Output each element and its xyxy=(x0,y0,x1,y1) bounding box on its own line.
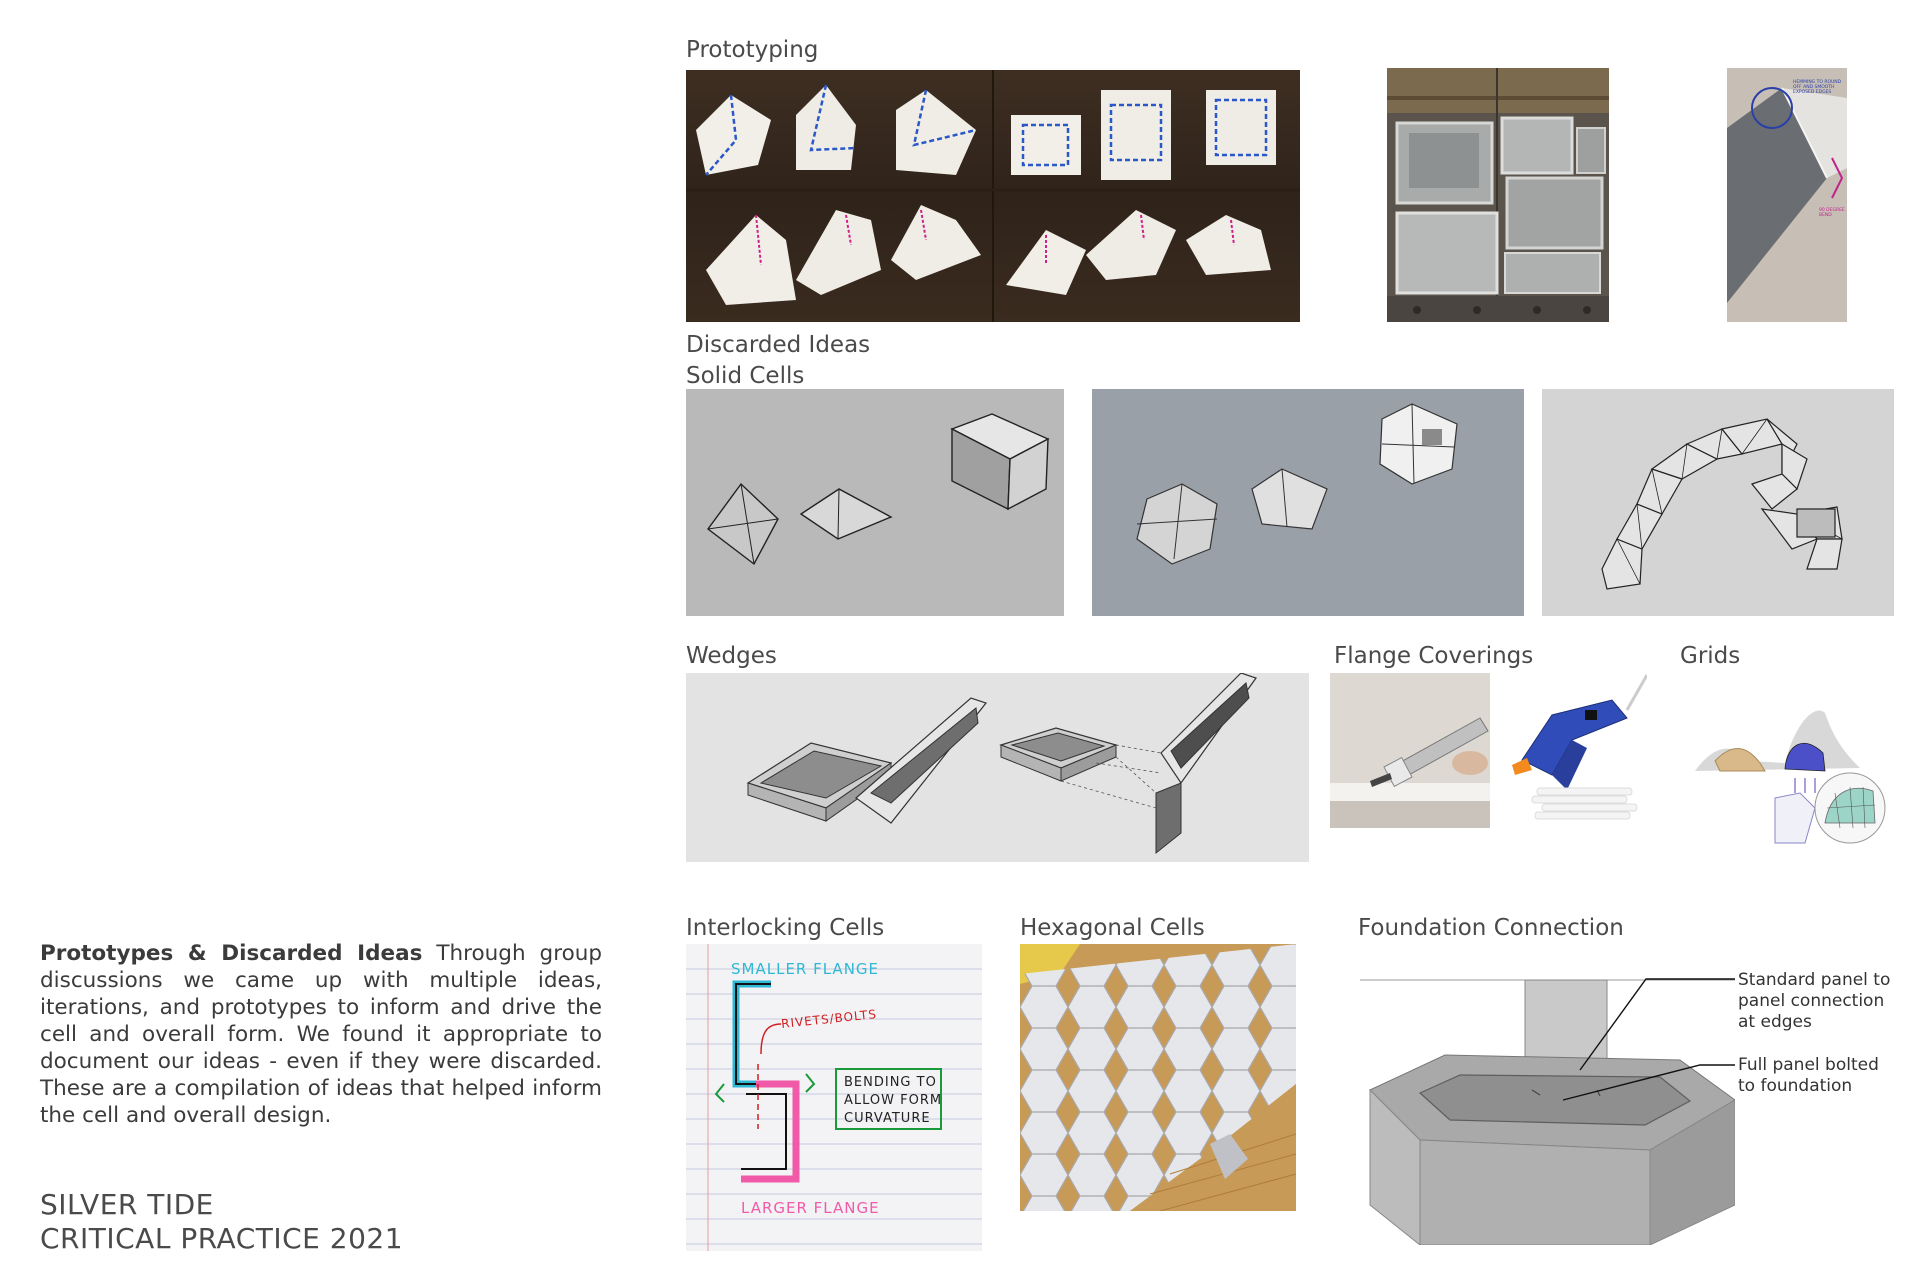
section-title-foundation-connection: Foundation Connection xyxy=(1358,915,1624,941)
solid-cells-render-1 xyxy=(686,389,1064,616)
bending-note-line3: CURVATURE xyxy=(844,1111,931,1126)
grids-diagram xyxy=(1675,683,1890,853)
solid-cells-render-3 xyxy=(1542,389,1894,616)
foundation-note-bolted xyxy=(1738,1055,1879,1097)
smaller-flange-label: SMALLER FLANGE xyxy=(731,960,880,978)
section-title-prototyping: Prototyping xyxy=(686,37,819,63)
foundation-note-edges-line2: panel connection xyxy=(1738,991,1885,1011)
section-title-solid-cells: Solid Cells xyxy=(686,363,805,389)
hexagonal-cells-photo xyxy=(1020,944,1296,1211)
bending-note-line2: ALLOW FORM xyxy=(844,1093,943,1108)
rivets-label: RIVETS/BOLTS xyxy=(780,1007,878,1031)
section-title-flange-coverings: Flange Coverings xyxy=(1334,643,1534,669)
hemmed-edge-photo xyxy=(1727,68,1847,322)
foundation-render xyxy=(1360,975,1735,1245)
metal-trays-photo xyxy=(1387,68,1609,322)
wedges-render xyxy=(686,673,1309,862)
section-title-interlocking-cells: Interlocking Cells xyxy=(686,915,885,941)
intro-body: Through group discussions we came up with multiple ideas, iterations, and prototypes to inform and drive the cell and overall form. We found it appropriate to document our ideas - even if they were discarded. These are a compilation of ideas that helped inform the cell and overall design. xyxy=(40,941,602,1128)
course-title: CRITICAL PRACTICE 2021 xyxy=(40,1222,404,1255)
foundation-note-bolted-line1: Full panel bolted xyxy=(1738,1055,1879,1075)
foundation-note-edges xyxy=(1738,970,1890,1033)
glue-gun-photo xyxy=(1497,670,1647,825)
hemming-note: HEMMING TO ROUND OFF AND SMOOTH EXPOSED EDGES xyxy=(1793,80,1842,95)
bend-note: 90 DEGREE BEND xyxy=(1819,208,1845,218)
interlocking-sketch xyxy=(686,944,982,1251)
solid-cells-render-2 xyxy=(1092,389,1524,616)
foundation-note-bolted-line2: to foundation xyxy=(1738,1076,1853,1096)
section-title-grids: Grids xyxy=(1680,643,1741,669)
section-title-discarded-ideas: Discarded Ideas xyxy=(686,332,871,358)
larger-flange-label: LARGER FLANGE xyxy=(741,1199,880,1217)
foundation-note-edges-line3: at edges xyxy=(1738,1012,1812,1032)
intro-heading: Prototypes & Discarded Ideas xyxy=(40,941,423,966)
section-title-wedges: Wedges xyxy=(686,643,777,669)
section-title-hexagonal-cells: Hexagonal Cells xyxy=(1020,915,1205,941)
bending-note-line1: BENDING TO xyxy=(844,1075,937,1090)
caulk-gun-photo xyxy=(1330,673,1490,828)
bending-note xyxy=(844,1074,942,1128)
foundation-note-edges-line1: Standard panel to xyxy=(1738,970,1891,990)
paper-fold-photo xyxy=(686,70,1300,322)
intro-paragraph xyxy=(40,940,602,1129)
project-title: SILVER TIDE xyxy=(40,1188,214,1221)
